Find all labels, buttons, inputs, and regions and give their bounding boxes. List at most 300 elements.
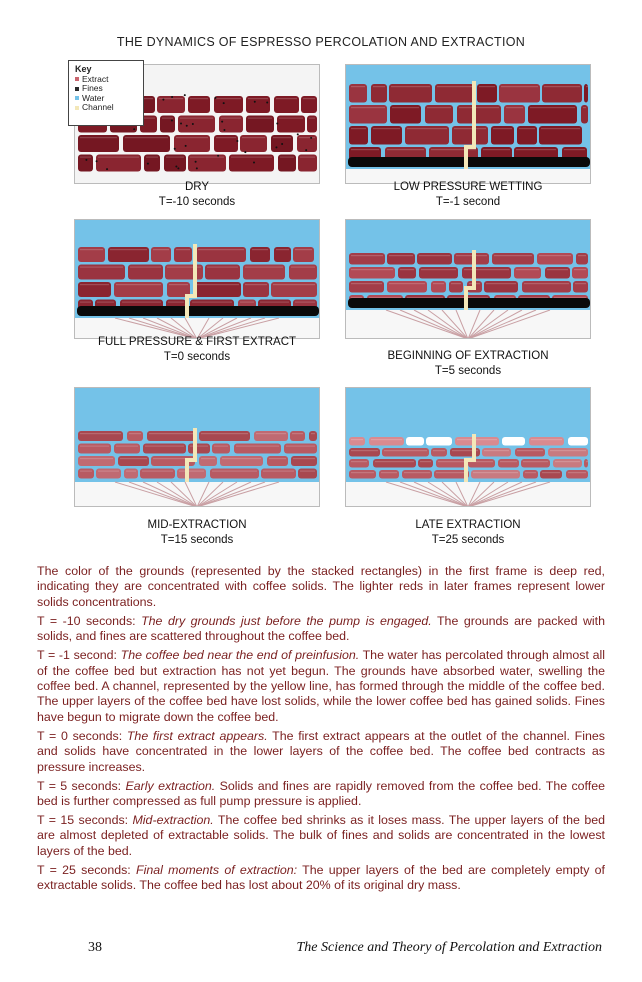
paragraph-intro: The color of the grounds (represented by the stacked rectangles) in the first frame is deep red, indicating they are concentrated with coffee solids. The lighter reds in later frames represent lower solids concentrations. xyxy=(37,564,605,609)
particle-highlight xyxy=(179,471,204,472)
ground-particle xyxy=(188,444,210,454)
particle-highlight xyxy=(550,450,586,451)
ground-particle xyxy=(431,281,446,293)
fine-particle xyxy=(196,167,198,169)
ground-particle xyxy=(212,444,230,454)
ground-particle xyxy=(78,456,115,466)
ground-particle xyxy=(387,281,427,293)
ground-particle xyxy=(379,470,399,479)
particle-highlight xyxy=(242,137,265,138)
ground-particle xyxy=(419,267,458,279)
particle-highlight xyxy=(351,461,367,462)
fines-swatch-icon xyxy=(75,87,79,91)
extract-stream xyxy=(414,310,468,339)
particle-highlight xyxy=(98,471,119,472)
ground-particle xyxy=(220,456,263,466)
caption-low-pressure-wetting: LOW PRESSURE WETTING T=-1 second xyxy=(393,181,543,208)
particle-highlight xyxy=(351,269,393,270)
panel-late-extraction xyxy=(345,387,591,507)
particle-highlight xyxy=(252,249,268,250)
extract-stream xyxy=(468,310,550,339)
fine-particle xyxy=(253,161,255,163)
ground-particle xyxy=(309,431,317,441)
particle-highlight xyxy=(214,446,228,447)
caption-dry: DRY T=-10 seconds xyxy=(158,181,236,208)
particle-highlight xyxy=(459,107,499,108)
fine-particle xyxy=(171,96,173,98)
fines-layer xyxy=(348,298,590,308)
fine-particle xyxy=(180,122,182,124)
fines-layer xyxy=(77,306,319,316)
particle-highlight xyxy=(295,302,315,303)
particle-highlight xyxy=(493,128,512,129)
fine-particle xyxy=(185,145,187,147)
particle-highlight xyxy=(373,86,385,87)
ground-particle xyxy=(254,431,288,441)
ground-particle xyxy=(349,437,365,446)
particle-highlight xyxy=(80,458,113,459)
particle-highlight xyxy=(240,302,254,303)
particle-highlight xyxy=(80,157,91,158)
panel-mid-extraction xyxy=(74,387,320,507)
particle-highlight xyxy=(145,446,184,447)
ground-particle xyxy=(455,437,499,446)
particle-highlight xyxy=(523,461,548,462)
particle-highlight xyxy=(130,267,161,268)
particle-highlight xyxy=(162,118,173,119)
ground-particle xyxy=(482,448,511,457)
ground-particle xyxy=(418,459,433,468)
particle-highlight xyxy=(454,128,486,129)
caption-full-pressure: FULL PRESSURE & FIRST EXTRACT T=0 seconds xyxy=(97,336,297,363)
particle-highlight xyxy=(421,269,456,270)
fine-particle xyxy=(223,102,225,104)
particle-highlight xyxy=(433,450,445,451)
ground-particle xyxy=(298,469,317,479)
channel-swatch-icon xyxy=(75,106,79,110)
ground-particle xyxy=(431,448,447,457)
particle-highlight xyxy=(295,249,312,250)
ground-particle xyxy=(124,469,138,479)
ground-particle xyxy=(471,470,520,479)
ground-particle xyxy=(143,444,186,454)
particle-highlight xyxy=(110,249,147,250)
particle-highlight xyxy=(292,433,303,434)
ground-particle xyxy=(140,469,175,479)
ground-particle xyxy=(349,267,395,279)
particle-highlight xyxy=(583,107,586,108)
particle-highlight xyxy=(280,157,294,158)
particle-highlight xyxy=(578,255,586,256)
fine-particle xyxy=(236,140,238,142)
particle-highlight xyxy=(207,267,238,268)
ground-particle xyxy=(349,470,376,479)
particle-highlight xyxy=(236,446,279,447)
paragraph-t-5: T = 5 seconds: Early extraction. Solids and fines are rapidly removed from the coffee bed. The coffee bed is further compressed as full pump pressure is applied. xyxy=(37,778,605,809)
particle-highlight xyxy=(142,471,173,472)
ground-particle xyxy=(417,253,452,265)
ground-particle xyxy=(96,469,121,479)
particle-highlight xyxy=(300,471,315,472)
ground-particle xyxy=(502,437,525,446)
water-swatch-icon xyxy=(75,96,79,100)
ground-particle xyxy=(566,470,588,479)
key-item-water: Water xyxy=(75,94,137,104)
particle-highlight xyxy=(544,86,580,87)
particle-highlight xyxy=(586,86,588,87)
particle-highlight xyxy=(80,267,123,268)
particle-highlight xyxy=(176,137,208,138)
key-item-fines: Fines xyxy=(75,84,137,94)
particle-highlight xyxy=(198,249,244,250)
particle-highlight xyxy=(456,255,487,256)
particle-highlight xyxy=(494,255,532,256)
ground-particle xyxy=(78,469,94,479)
particle-highlight xyxy=(387,149,424,150)
page-number: 38 xyxy=(88,940,102,955)
particle-highlight xyxy=(351,255,383,256)
fine-particle xyxy=(162,99,164,101)
coffee-bed-wetting-diagram xyxy=(346,65,591,184)
particle-highlight xyxy=(500,461,517,462)
particle-highlight xyxy=(168,302,184,303)
key-item-extract: Extract xyxy=(75,75,137,85)
ground-particle xyxy=(349,281,384,293)
particle-highlight xyxy=(389,255,413,256)
extract-swatch-icon xyxy=(75,77,79,81)
ground-particle xyxy=(548,448,588,457)
particle-highlight xyxy=(269,458,286,459)
fine-particle xyxy=(192,123,194,125)
fine-particle xyxy=(297,133,299,135)
extract-stream xyxy=(197,482,251,507)
particle-highlight xyxy=(351,149,379,150)
particle-highlight xyxy=(248,98,268,99)
particle-highlight xyxy=(212,471,257,472)
fine-particle xyxy=(221,121,223,123)
ground-particle xyxy=(573,281,588,293)
particle-highlight xyxy=(400,269,414,270)
fine-particle xyxy=(305,149,307,151)
fine-particle xyxy=(214,97,216,99)
particle-highlight xyxy=(420,461,431,462)
particle-highlight xyxy=(286,446,315,447)
ground-particle xyxy=(291,456,317,466)
particle-highlight xyxy=(516,269,539,270)
ground-particle xyxy=(127,431,143,441)
particle-highlight xyxy=(129,433,141,434)
extract-stream xyxy=(386,310,468,339)
legend-key xyxy=(68,60,144,126)
particle-highlight xyxy=(276,98,297,99)
particle-highlight xyxy=(80,302,91,303)
particle-highlight xyxy=(221,118,241,119)
particle-highlight xyxy=(120,458,147,459)
ground-particle xyxy=(434,470,469,479)
ground-particle xyxy=(537,253,573,265)
body-text xyxy=(37,564,605,897)
paragraph-t-15: T = 15 seconds: Mid-extraction. The coffee bed shrinks as it loses mass. The upper layers of the bed are almost depleted of extractable solids. The bulk of fines and solids are concentrated in the lowest layers of the bed. xyxy=(37,813,605,858)
ground-particle xyxy=(529,437,564,446)
particle-highlight xyxy=(201,433,248,434)
particle-highlight xyxy=(437,86,472,87)
fine-particle xyxy=(174,148,176,150)
ground-particle xyxy=(290,431,305,441)
particle-highlight xyxy=(180,118,213,119)
particle-highlight xyxy=(273,284,315,285)
fine-particle xyxy=(266,101,268,103)
particle-highlight xyxy=(427,107,451,108)
particle-highlight xyxy=(483,149,510,150)
ground-particle xyxy=(514,267,541,279)
particle-highlight xyxy=(438,461,464,462)
particle-highlight xyxy=(153,249,169,250)
particle-highlight xyxy=(436,472,467,473)
particle-highlight xyxy=(116,284,161,285)
particle-highlight xyxy=(176,249,190,250)
particle-highlight xyxy=(575,283,586,284)
particle-highlight xyxy=(568,472,586,473)
ground-particle xyxy=(267,456,288,466)
particle-highlight xyxy=(389,283,425,284)
ground-particle xyxy=(147,431,197,441)
fine-particle xyxy=(217,155,219,157)
ground-particle xyxy=(545,267,570,279)
fine-particle xyxy=(177,167,179,169)
particle-highlight xyxy=(222,458,261,459)
ground-particle xyxy=(369,437,404,446)
particle-highlight xyxy=(311,433,315,434)
ground-particle xyxy=(584,459,588,468)
particle-highlight xyxy=(80,137,117,138)
panel-beginning-extraction xyxy=(345,219,591,339)
particle-highlight xyxy=(125,137,168,138)
particle-highlight xyxy=(371,439,402,440)
key-title: Key xyxy=(75,64,92,74)
particle-highlight xyxy=(384,450,427,451)
fine-particle xyxy=(106,168,108,170)
particle-highlight xyxy=(375,461,414,462)
fine-particle xyxy=(96,160,98,162)
coffee-bed-beginning-extraction-diagram xyxy=(346,220,591,339)
particle-highlight xyxy=(525,472,536,473)
particle-highlight xyxy=(351,439,363,440)
particle-highlight xyxy=(190,157,224,158)
extract-stream xyxy=(468,482,522,507)
particle-highlight xyxy=(216,98,241,99)
particle-highlight xyxy=(80,284,109,285)
fine-particle xyxy=(195,161,197,163)
particle-highlight xyxy=(273,137,291,138)
ground-particle xyxy=(462,267,511,279)
particle-highlight xyxy=(464,269,509,270)
ground-particle xyxy=(349,459,369,468)
particle-highlight xyxy=(351,283,382,284)
extract-stream xyxy=(143,482,197,507)
paragraph-t-minus-10: T = -10 seconds: The dry grounds just before the pump is engaged. The grounds are packed with solids, and fines are scattered throughout the coffee bed. xyxy=(37,613,606,644)
particle-highlight xyxy=(574,269,586,270)
ground-particle xyxy=(436,459,466,468)
ground-particle xyxy=(454,253,489,265)
particle-highlight xyxy=(524,283,569,284)
particle-highlight xyxy=(381,472,397,473)
particle-highlight xyxy=(216,137,236,138)
particle-highlight xyxy=(530,107,575,108)
particle-highlight xyxy=(431,149,476,150)
fine-particle xyxy=(85,159,87,161)
running-title: The Science and Theory of Percolation and Extraction xyxy=(296,940,602,955)
ground-particle xyxy=(199,456,217,466)
particle-highlight xyxy=(166,157,184,158)
ground-particle xyxy=(387,253,415,265)
ground-particle xyxy=(78,444,111,454)
panel-low-pressure-wetting xyxy=(345,64,591,184)
particle-highlight xyxy=(506,107,523,108)
ground-particle xyxy=(515,448,545,457)
particle-highlight xyxy=(231,157,272,158)
particle-highlight xyxy=(564,149,585,150)
paragraph-t-0: T = 0 seconds: The first extract appears. The first extract appears at the outlet of the channel. Fines and solids have concentrated in the lower layers of the coffee bed. The coffee bed contracts as pressure increases. xyxy=(37,728,605,774)
particle-highlight xyxy=(116,446,138,447)
particle-highlight xyxy=(419,255,450,256)
fine-particle xyxy=(281,143,283,145)
particle-highlight xyxy=(501,86,538,87)
fine-particle xyxy=(310,137,312,139)
particle-highlight xyxy=(149,433,195,434)
particle-highlight xyxy=(351,450,378,451)
particle-highlight xyxy=(97,302,114,303)
fine-particle xyxy=(276,123,278,125)
ground-particle xyxy=(373,459,416,468)
particle-highlight xyxy=(484,450,509,451)
fine-particle xyxy=(147,163,149,165)
ground-particle xyxy=(522,281,571,293)
fine-particle xyxy=(254,101,256,103)
particle-highlight xyxy=(519,128,535,129)
ground-particle xyxy=(568,437,588,446)
particle-highlight xyxy=(293,458,315,459)
particle-highlight xyxy=(351,107,385,108)
ground-particle xyxy=(484,281,518,293)
coffee-bed-full-pressure-diagram xyxy=(75,220,320,339)
ground-particle xyxy=(576,253,588,265)
particle-highlight xyxy=(516,149,556,150)
ground-particle xyxy=(398,267,416,279)
particle-highlight xyxy=(195,284,239,285)
ground-particle xyxy=(199,431,250,441)
particle-highlight xyxy=(98,157,139,158)
key-item-channel: Channel xyxy=(75,103,137,113)
particle-highlight xyxy=(146,157,158,158)
ground-particle xyxy=(349,253,385,265)
particle-highlight xyxy=(309,118,315,119)
particle-highlight xyxy=(392,107,419,108)
ground-particle xyxy=(210,469,259,479)
panel-full-pressure xyxy=(74,219,320,339)
caption-late-extraction: LATE EXTRACTION T=25 seconds xyxy=(415,519,521,546)
caption-beginning-extraction: BEGINNING OF EXTRACTION T=5 seconds xyxy=(387,350,549,377)
particle-highlight xyxy=(408,439,422,440)
particle-highlight xyxy=(248,118,272,119)
caption-mid-extraction: MID-EXTRACTION T=15 seconds xyxy=(147,519,247,546)
particle-highlight xyxy=(547,269,568,270)
water-area xyxy=(346,388,591,482)
particle-highlight xyxy=(126,471,136,472)
particle-highlight xyxy=(190,98,208,99)
ground-particle xyxy=(177,469,206,479)
particle-highlight xyxy=(169,284,188,285)
fine-particle xyxy=(275,146,277,148)
particle-highlight xyxy=(276,249,289,250)
fine-particle xyxy=(186,125,188,127)
extract-stream xyxy=(414,482,468,507)
ground-particle xyxy=(523,470,538,479)
page-title: THE DYNAMICS OF ESPRESSO PERCOLATION AND EXTRACTION xyxy=(116,35,526,49)
paragraph-t-minus-1: T = -1 second: The coffee bed near the end of preinfusion. The water has percolated through almost all of the coffee bed but extraction has not yet begun. The grounds have absorbed water, swelling the coffee bed. A channel, represented by the yellow line, has formed through the middle of the coffee bed. The upper layers of the coffee bed have lost solids, while the lower coffee bed has gained solids. Fines have begun to migrate down the coffee bed. xyxy=(37,648,606,724)
ground-particle xyxy=(114,444,140,454)
particle-highlight xyxy=(201,458,215,459)
particle-highlight xyxy=(504,439,523,440)
particle-highlight xyxy=(586,461,588,462)
particle-highlight xyxy=(300,157,315,158)
fine-particle xyxy=(184,94,186,96)
particle-highlight xyxy=(303,98,315,99)
particle-highlight xyxy=(351,128,366,129)
particle-highlight xyxy=(479,86,495,87)
ground-particle xyxy=(402,470,432,479)
ground-particle xyxy=(572,267,588,279)
particle-highlight xyxy=(80,249,103,250)
particle-highlight xyxy=(80,446,109,447)
particle-highlight xyxy=(256,433,286,434)
particle-highlight xyxy=(80,471,92,472)
ground-particle xyxy=(492,253,534,265)
particle-highlight xyxy=(279,118,303,119)
particle-highlight xyxy=(299,137,315,138)
particle-highlight xyxy=(391,86,430,87)
particle-highlight xyxy=(451,283,461,284)
particle-highlight xyxy=(539,255,571,256)
extract-stream xyxy=(468,310,522,339)
particle-highlight xyxy=(457,439,497,440)
particle-highlight xyxy=(407,128,447,129)
particle-highlight xyxy=(373,128,400,129)
particle-highlight xyxy=(80,433,121,434)
particle-highlight xyxy=(555,461,580,462)
particle-highlight xyxy=(122,302,161,303)
ground-particle xyxy=(261,469,296,479)
coffee-bed-mid-extraction-diagram xyxy=(75,388,320,507)
particle-highlight xyxy=(570,439,586,440)
particle-highlight xyxy=(541,128,580,129)
ground-particle xyxy=(449,281,463,293)
particle-highlight xyxy=(245,284,267,285)
particle-highlight xyxy=(531,439,562,440)
coffee-bed-late-extraction-diagram xyxy=(346,388,591,507)
particle-highlight xyxy=(404,472,430,473)
particle-highlight xyxy=(245,267,283,268)
fine-particle xyxy=(171,120,173,122)
particle-highlight xyxy=(263,471,294,472)
particle-highlight xyxy=(433,283,444,284)
ground-particle xyxy=(118,456,149,466)
ground-particle xyxy=(521,459,550,468)
ground-particle xyxy=(406,437,424,446)
particle-highlight xyxy=(486,283,516,284)
particle-highlight xyxy=(428,439,450,440)
ground-particle xyxy=(498,459,519,468)
fine-particle xyxy=(244,151,246,153)
